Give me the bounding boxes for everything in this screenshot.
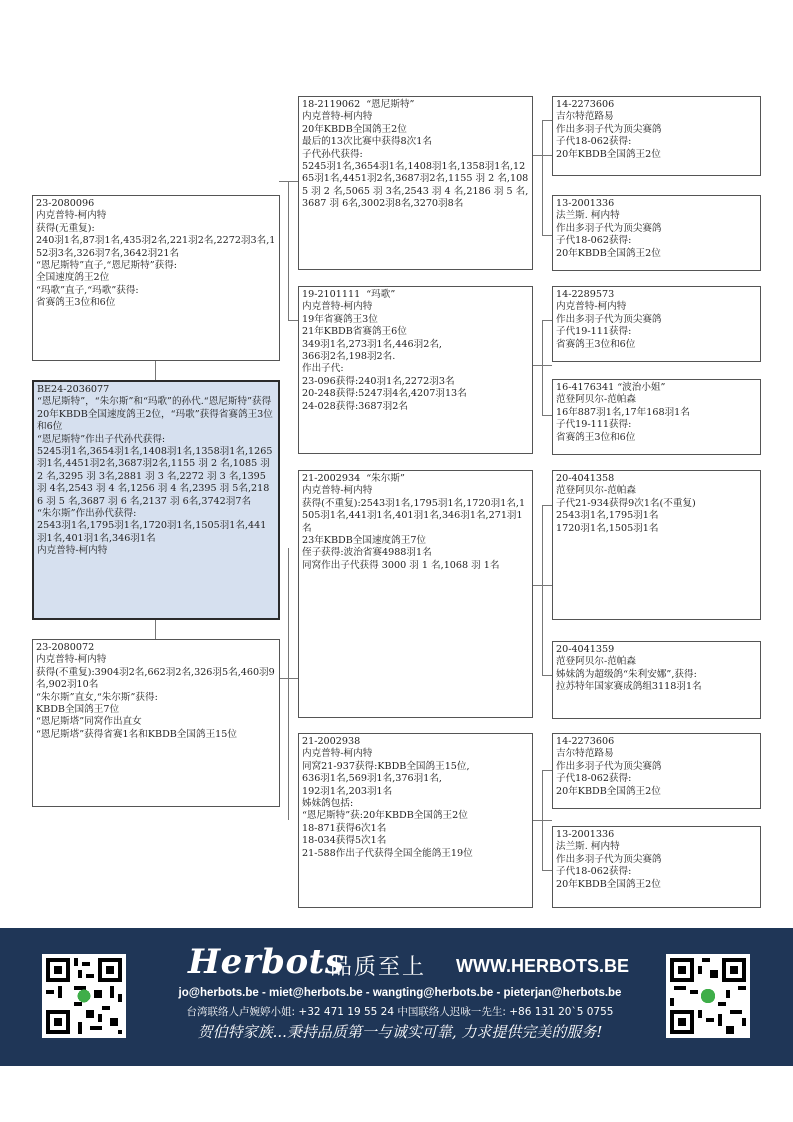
pedigree-line: 同窝作出子代获得 3000 羽 1 名,1068 羽 1名 — [302, 559, 500, 571]
pedigree-dss — [552, 470, 761, 620]
pedigree-sss — [552, 96, 761, 176]
connector-line — [155, 620, 156, 639]
pedigree-line: 366羽2名,198羽2名. — [302, 351, 396, 363]
pedigree-line: 23-096获得:240羽1名,2272羽3名 — [302, 375, 455, 387]
pedigree-line: 5245羽1名,3654羽1名,1408羽1名,1358羽1名,1265羽1名,4451羽2名,3687羽2名,1155 羽 2 名,1085 羽 2 名,3295 羽 3名,2881 羽 3 名,2272 羽 3 名,1395 羽 4名,2543 羽 4 名,1256 羽 4 名,2395 羽 5名,2186 羽 5 名,3687 羽 6 名,2137 羽 6名,3742羽7名 — [37, 446, 273, 507]
pedigree-line: 获得(不重复):3904羽2名,662羽2名,326羽5名,460羽9名,902羽10名 — [36, 666, 275, 691]
pedigree-line: 法兰斯. 柯内特 — [556, 841, 620, 853]
pedigree-line: 13-2001336 — [556, 829, 615, 840]
pedigree-line: 18-871获得6次1名 — [302, 822, 387, 834]
pedigree-line: 子代21-934获得9次1名(不重复) — [556, 497, 696, 509]
pedigree-line: “玛歌”直子,“玛歌”获得: — [36, 284, 139, 296]
pedigree-line: 16年887羽1名,17年168羽1名 — [556, 406, 690, 418]
pedigree-line: 20年KBDB全国鸽王2位 — [556, 878, 661, 890]
company-motto: 贺伯特家族...秉持品质第一与诚实可靠, 力求提供完美的服务! — [197, 1023, 603, 1041]
pedigree-line: 21年KBDB省赛鸽王6位 — [302, 326, 407, 338]
pedigree-line: “恩尼斯塔”获得省赛1名和KBDB全国鸽王15位 — [36, 728, 237, 740]
pedigree-line: 子代18-062获得: — [556, 136, 632, 148]
pedigree-ssd — [552, 195, 761, 271]
pedigree-sdd — [552, 379, 761, 455]
pedigree-line: “恩尼斯特”直子,“恩尼斯特”获得: — [36, 260, 178, 272]
pedigree-line: 作出多羽子代为顶尖赛鸽 — [556, 313, 662, 325]
pedigree-line: 内克普特-柯内特 — [302, 111, 373, 123]
connector-line — [542, 770, 543, 870]
brand-logo: Herbots — [188, 942, 345, 982]
connector-line — [542, 320, 543, 415]
pedigree-line: 吉尔特范路易 — [556, 111, 614, 123]
pedigree-sds — [552, 286, 761, 362]
pedigree-line: 省赛鸽王3位和6位 — [556, 431, 636, 443]
connector-line — [542, 120, 543, 235]
connector-line — [542, 770, 552, 771]
pedigree-line: 1720羽1名,1505羽1名 — [556, 522, 659, 534]
pedigree-line: 24-028获得:3687羽2名 — [302, 400, 408, 412]
pedigree-line: 5245羽1名,3654羽1名,1408羽1名,1358羽1名,1265羽1名,4451羽2名,3687羽2名,1155 羽 2 名,1085 羽 2 名,5065 羽 3名,2543 羽 4 名,2186 羽 5 名,3687 羽 6名,3002羽8名,3270羽8名 — [302, 161, 529, 210]
pedigree-line: 全国速度鸽王2位 — [36, 272, 110, 284]
pedigree-line: 姊妹鸽为超级鸽“朱利安娜”,获得: — [556, 668, 697, 680]
pedigree-line: 获得(无重复): — [36, 222, 95, 234]
pedigree-line: 20-4041358 — [556, 473, 615, 484]
pedigree-line: 姊妹鸽包括: — [302, 798, 354, 810]
pedigree-line: 内克普特-柯内特 — [37, 545, 108, 557]
pedigree-dam-dam — [298, 733, 533, 908]
pedigree-line: 子代18-062获得: — [556, 773, 632, 785]
pedigree-sire-sire — [298, 96, 533, 270]
pedigree-ddd — [552, 826, 761, 908]
pedigree-line: 内克普特-柯内特 — [302, 301, 373, 313]
pedigree-line: 18-2119062 “恩尼斯特” — [302, 99, 415, 110]
pedigree-line: 192羽1名,203羽1名 — [302, 785, 393, 797]
qr-code-left — [42, 954, 126, 1038]
pedigree-line: 内克普特-柯内特 — [36, 210, 107, 222]
pedigree-line: 省赛鸽王3位和6位 — [556, 338, 636, 350]
pedigree-line: 16-4176341 “波治小姐” — [556, 382, 666, 393]
pedigree-dam — [32, 639, 280, 807]
pedigree-line: 19-2101111 “玛歌” — [302, 289, 396, 300]
pedigree-line: “朱尔斯”直女,“朱尔斯”获得: — [36, 691, 158, 703]
pedigree-line: 23-2080072 — [36, 642, 95, 653]
pedigree-line: 19年省赛鸽王3位 — [302, 313, 378, 325]
connector-line — [542, 415, 552, 416]
connector-line — [542, 320, 552, 321]
pedigree-line: 14-2273606 — [556, 99, 615, 110]
connector-line — [542, 675, 552, 676]
connector-line — [288, 320, 298, 321]
pedigree-dds — [552, 733, 761, 809]
connector-line — [288, 181, 289, 321]
pedigree-line: 法兰斯. 柯内特 — [556, 210, 620, 222]
pedigree-line: 13-2001336 — [556, 198, 615, 209]
pedigree-line: 子代18-062获得: — [556, 866, 632, 878]
pedigree-line: 20年KBDB全国鸽王2位 — [556, 785, 661, 797]
pedigree-line: 内克普特-柯内特 — [302, 485, 373, 497]
pedigree-line: “恩尼斯塔”同窝作出直女 — [36, 716, 142, 728]
pedigree-line: 21-588作出子代获得全国全能鸽王19位 — [302, 847, 473, 859]
pedigree-line: 2543羽1名,1795羽1名 — [556, 510, 659, 522]
pedigree-subject — [32, 380, 280, 620]
connector-line — [542, 505, 543, 675]
pedigree-line: 23年KBDB全国速度鸽王7位 — [302, 535, 427, 547]
pedigree-dam-sire — [298, 470, 533, 718]
connector-line — [155, 360, 156, 380]
pedigree-line: 子代孙代获得: — [302, 148, 363, 160]
pedigree-line: 14-2273606 — [556, 736, 615, 747]
pedigree-line: 636羽1名,569羽1名,376羽1名, — [302, 773, 442, 785]
pedigree-line: “恩尼斯特”获:20年KBDB全国鸽王2位 — [302, 810, 468, 822]
pedigree-line: 21-2002934 “朱尔斯” — [302, 473, 405, 484]
pedigree-line: 20-248获得:5247羽4名,4207羽13名 — [302, 388, 467, 400]
connector-line — [542, 235, 552, 236]
connector-line — [542, 120, 552, 121]
pedigree-line: 内克普特-柯内特 — [556, 301, 627, 313]
pedigree-line: 20年KBDB全国鸽王2位 — [302, 123, 407, 135]
qr-code-right — [666, 954, 750, 1038]
pedigree-line: 子代19-111获得: — [556, 419, 632, 431]
pedigree-dsd — [552, 641, 761, 719]
pedigree-sire-dam — [298, 286, 533, 454]
brand-slogan: 品质至上 — [330, 955, 427, 980]
pedigree-line: “恩尼斯特”作出子代孙代获得: — [37, 433, 166, 445]
pedigree-line: 20年KBDB全国鸽王2位 — [556, 148, 661, 160]
pedigree-line: 240羽1名,87羽1名,435羽2名,221羽2名,2272羽3名,152羽3名,326羽7名,3642羽21名 — [36, 235, 276, 259]
pedigree-line: KBDB全国鸽王7位 — [36, 704, 120, 716]
pedigree-line: 21-2002938 — [302, 736, 361, 747]
pedigree-line: 作出子代: — [302, 363, 344, 375]
connector-line — [542, 870, 552, 871]
pedigree-line: 作出多羽子代为顶尖赛鸽 — [556, 123, 662, 135]
contact-emails[interactable]: jo@herbots.be - miet@herbots.be - wangting@herbots.be - pieterjan@herbots.be — [178, 987, 622, 999]
pedigree-line: 范登阿贝尔-范帕森 — [556, 485, 636, 497]
pedigree-line: 20-4041359 — [556, 644, 615, 655]
pedigree-line: 子代19-111获得: — [556, 326, 632, 338]
pedigree-line: “恩尼斯特”，“朱尔斯”和“玛歌”的孙代.“恩尼斯特”获得20年KBDB全国速度鸽王2位，“玛歌”获得省赛鸽王3位和6位 — [37, 396, 273, 433]
pedigree-line: 拉苏特年国家赛成鸽组3118羽1名 — [556, 681, 702, 693]
pedigree-line: 内克普特-柯内特 — [302, 748, 373, 760]
pedigree-line: 作出多羽子代为顶尖赛鸽 — [556, 760, 662, 772]
website-link[interactable]: WWW.HERBOTS.BE — [456, 956, 629, 976]
pedigree-line: “朱尔斯”作出孙代获得: — [37, 508, 137, 520]
connector-line — [542, 505, 552, 506]
pedigree-line: 范登阿贝尔-范帕森 — [556, 394, 636, 406]
pedigree-line: 范登阿贝尔-范帕森 — [556, 656, 636, 668]
footer-banner — [0, 928, 793, 1066]
pedigree-line: BE24-2036077 — [37, 384, 110, 395]
pedigree-line: 侄子获得:波治省赛4988羽1名 — [302, 547, 432, 559]
pedigree-line: 作出多羽子代为顶尖赛鸽 — [556, 222, 662, 234]
pedigree-line: 最后的13次比赛中获得8次1名 — [302, 136, 432, 148]
pedigree-line: 内克普特-柯内特 — [36, 654, 107, 666]
pedigree-line: 14-2289573 — [556, 289, 615, 300]
pedigree-sire — [32, 195, 280, 361]
pedigree-line: 同窝21-937获得:KBDB全国鸽王15位, — [302, 760, 470, 772]
pedigree-line: 获得(不重复):2543羽1名,1795羽1名,1720羽1名,1505羽1名,441羽1名,401羽1名,346羽1名,271羽1名 — [302, 497, 526, 534]
pedigree-line: 省赛鸽王3位和6位 — [36, 297, 116, 309]
pedigree-line: 吉尔特范路易 — [556, 748, 614, 760]
pedigree-line: 作出多羽子代为顶尖赛鸽 — [556, 853, 662, 865]
pedigree-line: 18-034获得5次1名 — [302, 835, 387, 847]
pedigree-line: 2543羽1名,1795羽1名,1720羽1名,1505羽1名,441羽1名,401羽1名,346羽1名 — [37, 520, 267, 544]
pedigree-line: 23-2080096 — [36, 198, 95, 209]
pedigree-line: 349羽1名,273羽1名,446羽2名, — [302, 338, 442, 350]
pedigree-line: 子代18-062获得: — [556, 235, 632, 247]
pedigree-line: 20年KBDB全国鸽王2位 — [556, 247, 661, 259]
connector-line — [288, 548, 289, 820]
contact-phones: 台湾联络人卢婉婷小姐: +32 471 19 55 24 中国联络人迟咏一先生: +86 131 20`5 0755 — [186, 1006, 614, 1018]
